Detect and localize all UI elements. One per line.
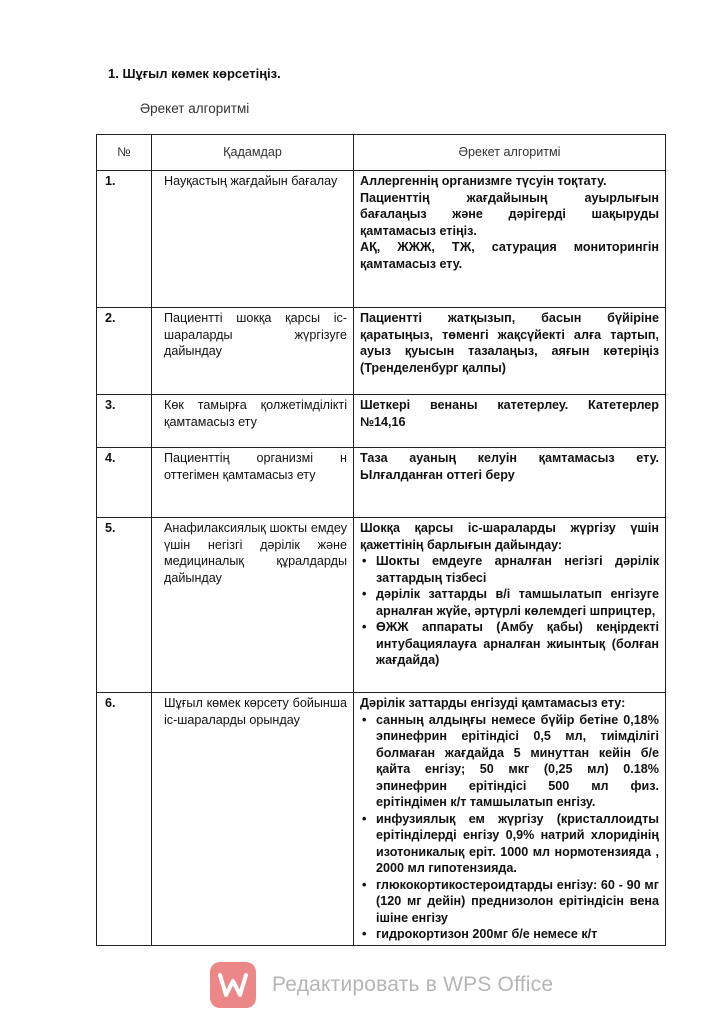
action-line: Таза ауаның келуін қамтамасыз ету. Ылғалданған оттегі беру — [360, 451, 659, 482]
action-line: АҚ, ЖЖЖ, ТЖ, сатурация мониторингін қамтамасыз ету. — [360, 240, 659, 271]
action-intro: Дәрілік заттарды енгізуді қамтамасыз ету: — [360, 696, 626, 710]
table-row — [97, 308, 666, 395]
section-heading: 1. Шұғыл көмек көрсетіңіз. — [108, 66, 281, 81]
row-step: Пациенттің организмі н оттегімен қамтамасыз ету — [152, 448, 354, 518]
action-bullet: • дәрілік заттарды в/і тамшылатып енгізуге арналған жүйе, әртүрлі көлемдегі шприцтер, — [360, 586, 659, 619]
row-action — [354, 171, 666, 308]
algorithm-table — [96, 134, 666, 946]
action-bullet: • гидрокортизон 200мг б/е немесе к/т — [360, 926, 659, 943]
row-number: 3. — [97, 395, 152, 448]
row-number: 2. — [97, 308, 152, 395]
row-number: 1. — [97, 171, 152, 308]
row-step: Анафилаксиялық шокты емдеу үшін негізгі дәрілік және медициналық құралдарды дайындау — [152, 518, 354, 693]
row-number: 5. — [97, 518, 152, 693]
table-row — [97, 171, 666, 308]
row-step: Пациентті шокқа қарсы іс-шараларды жүргізуге дайындау — [152, 308, 354, 395]
row-action — [354, 518, 666, 693]
row-action — [354, 448, 666, 518]
header-action: Әрекет алгоритмі — [354, 135, 666, 171]
section-subheading: Әрекет алгоритмі — [140, 101, 250, 116]
row-action — [354, 395, 666, 448]
action-bullet: • ӨЖЖ аппараты (Амбу қабы) кеңірдекті интубациялауға арналған жиынтық (болған жағдайда) — [360, 619, 659, 669]
action-line: Аллергеннің организмге түсуін тоқтату. — [360, 174, 607, 188]
header-number: № — [97, 135, 152, 171]
wps-edit-label: Редактировать в WPS Office — [272, 973, 554, 996]
table-row — [97, 518, 666, 693]
table-row — [97, 448, 666, 518]
table-row — [97, 693, 666, 946]
action-bullet: • инфузиялық ем жүргізу (кристаллоидты ерітінділерді енгізу 0,9% натрий хлоридінің изотоникалық еріт. 1000 мл нормотензияда , 2000 мл гипотензияда. — [360, 811, 659, 877]
action-bullet: • санның алдыңғы немесе бүйір бетіне 0,18% эпинефрин ерітіндісі 0,5 мл, тиімділігі болмаған жағдайда 5 минуттан кейін б/е қайта енгізу; 50 мкг (0,25 мл) 0.18% эпинефрин ерітіндісі 500 мл физ. ерітіндімен к/т тамшылатып енгізу. — [360, 712, 659, 811]
wps-logo-icon — [210, 962, 256, 1008]
row-step: Науқастың жағдайын бағалау — [152, 171, 354, 308]
action-line: Пациенттің жағдайының ауырлығын бағалаңыз және дәрігерді шақыруды қамтамасыз етіңіз. — [360, 190, 659, 238]
action-bullet-list — [360, 712, 659, 943]
row-action — [354, 693, 666, 946]
action-intro: Шокқа қарсы іс-шараларды жүргізу үшін қажеттінің барлығын дайындау: — [360, 521, 659, 552]
action-line: Шеткері венаны катетерлеу. Катетерлер №14,16 — [360, 398, 659, 429]
action-bullet: • глюкокортикостероидтарды енгізу: 60 - 90 мг (120 мг дейін) преднизолон ерітіндісін вена ішіне енгізу — [360, 877, 659, 927]
wps-edit-banner[interactable] — [210, 962, 553, 1008]
table-header-row — [97, 135, 666, 171]
table-row — [97, 395, 666, 448]
header-steps: Қадамдар — [152, 135, 354, 171]
action-bullet-list — [360, 553, 659, 669]
row-step: Көк тамырға қолжетімділікті қамтамасыз ету — [152, 395, 354, 448]
row-number: 6. — [97, 693, 152, 946]
row-action — [354, 308, 666, 395]
row-step: Шұғыл көмек көрсету бойынша іс-шараларды орындау — [152, 693, 354, 946]
row-number: 4. — [97, 448, 152, 518]
action-line: Пациентті жатқызып, басын бүйіріне қаратыңыз, төменгі жақсүйекті алға тартып, ауыз қуысын тазалаңыз, аяғын көтеріңіз (Тренделенбург қалпы) — [360, 311, 659, 375]
action-bullet: • Шокты емдеуге арналған негізгі дәрілік заттардың тізбесі — [360, 553, 659, 586]
